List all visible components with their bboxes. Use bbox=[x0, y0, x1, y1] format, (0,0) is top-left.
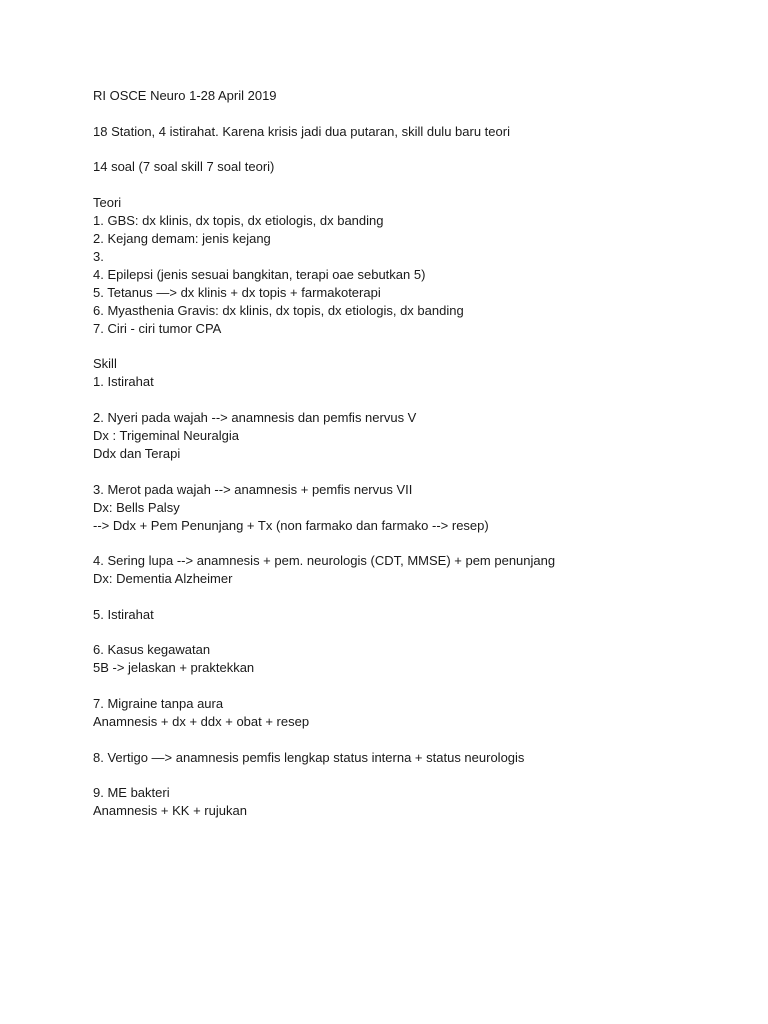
skill-detail: --> Ddx + Pem Penunjang + Tx (non farmako dan farmako --> resep) bbox=[93, 517, 489, 533]
teori-item: 4. Epilepsi (jenis sesuai bangkitan, terapi oae sebutkan 5) bbox=[93, 266, 426, 282]
skill-detail: 5B -> jelaskan + praktekkan bbox=[93, 660, 255, 676]
teori-heading: Teori bbox=[93, 194, 122, 210]
skill-item: 4. Sering lupa --> anamnesis + pem. neurologis (CDT, MMSE) + pem penunjang bbox=[93, 553, 556, 569]
skill-section bbox=[93, 355, 733, 820]
document-page bbox=[93, 87, 733, 820]
skill-item: 5. Istirahat bbox=[93, 606, 154, 622]
skill-item: 3. Merot pada wajah --> anamnesis + pemfis nervus VII bbox=[93, 481, 413, 497]
skill-item: 6. Kasus kegawatan bbox=[93, 642, 211, 658]
document-title: RI OSCE Neuro 1-28 April 2019 bbox=[93, 88, 277, 103]
skill-detail: Ddx dan Terapi bbox=[93, 445, 181, 461]
skill-heading: Skill bbox=[93, 356, 117, 372]
summary-text: 14 soal (7 soal skill 7 soal teori) bbox=[93, 159, 275, 175]
teori-item: 7. Ciri - ciri tumor CPA bbox=[93, 320, 222, 336]
teori-section bbox=[93, 194, 733, 338]
skill-detail: Anamnesis + dx + ddx + obat + resep bbox=[93, 713, 310, 729]
skill-detail: Anamnesis + KK + rujukan bbox=[93, 803, 247, 819]
skill-item: 9. ME bakteri bbox=[93, 785, 170, 801]
skill-item: 1. Istirahat bbox=[93, 374, 154, 390]
intro-text: 18 Station, 4 istirahat. Karena krisis jadi dua putaran, skill dulu baru teori bbox=[93, 123, 510, 139]
skill-detail: Dx: Bells Palsy bbox=[93, 499, 180, 515]
teori-item: 1. GBS: dx klinis, dx topis, dx etiologis, dx banding bbox=[93, 212, 384, 228]
skill-item: 8. Vertigo —> anamnesis pemfis lengkap status interna + status neurologis bbox=[93, 749, 525, 765]
skill-item: 7. Migraine tanpa aura bbox=[93, 695, 224, 711]
skill-detail: Dx: Dementia Alzheimer bbox=[93, 571, 233, 587]
skill-detail: Dx : Trigeminal Neuralgia bbox=[93, 427, 239, 443]
skill-item: 2. Nyeri pada wajah --> anamnesis dan pemfis nervus V bbox=[93, 409, 417, 425]
teori-item: 5. Tetanus —> dx klinis + dx topis + farmakoterapi bbox=[93, 284, 381, 300]
teori-item: 2. Kejang demam: jenis kejang bbox=[93, 230, 271, 246]
teori-item: 3. bbox=[93, 248, 104, 264]
teori-item: 6. Myasthenia Gravis: dx klinis, dx topis, dx etiologis, dx banding bbox=[93, 302, 464, 318]
